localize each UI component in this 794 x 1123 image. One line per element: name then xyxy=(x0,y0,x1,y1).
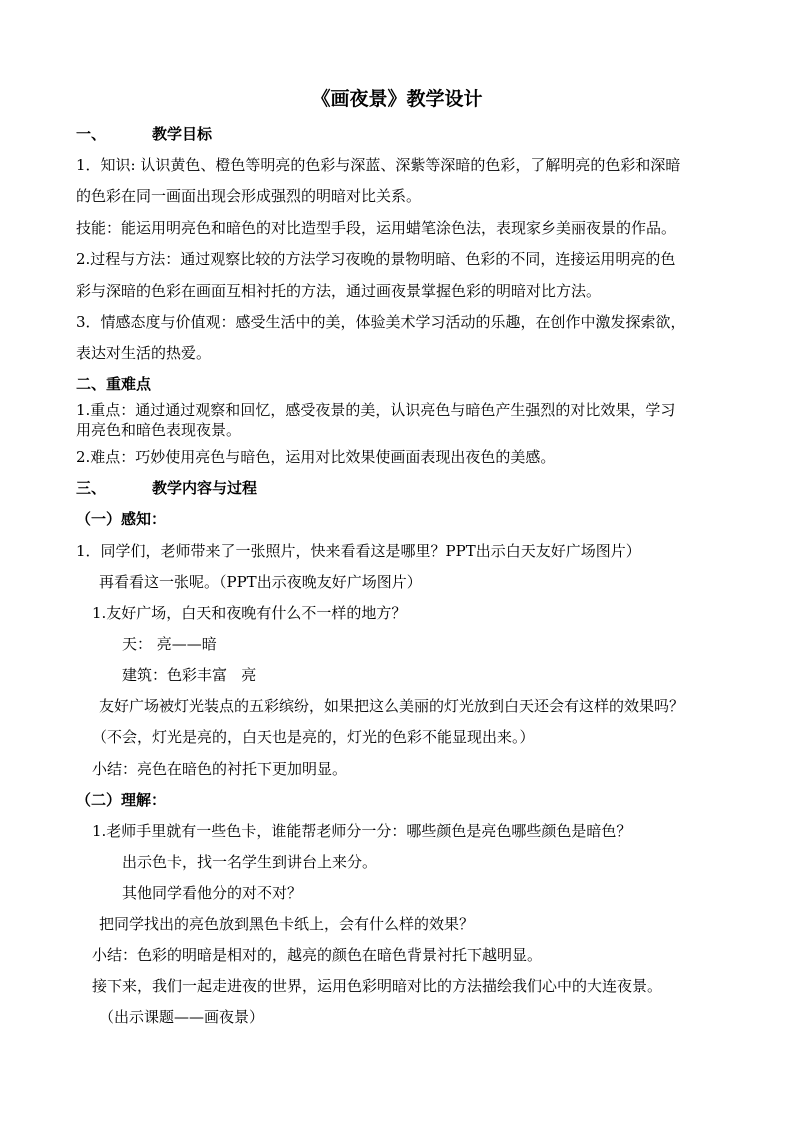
paragraph-line: 1．同学们，老师带来了一张照片，快来看看这是哪里？PPT出示白天友好广场图片） xyxy=(76,542,641,560)
paragraph-line: 1．知识: 认识黄色、橙色等明亮的色彩与深蓝、深紫等深暗的色彩，了解明亮的色彩和深暗 xyxy=(76,156,681,174)
paragraph-line: 用亮色和暗色表现夜景。 xyxy=(76,421,242,439)
paragraph-line: 其他同学看他分的对不对？ xyxy=(122,884,303,902)
section-number: 三、 xyxy=(76,479,107,497)
paragraph-line: 接下来，我们一起走进夜的世界，运用色彩明暗对比的方法描绘我们心中的大连夜景。 xyxy=(92,977,663,995)
paragraph-line: （不会，灯光是亮的，白天也是亮的，灯光的色彩不能显现出来。） xyxy=(92,728,535,746)
paragraph-line: 建筑：色彩丰富 亮 xyxy=(122,666,257,684)
section-heading-objectives xyxy=(76,124,212,144)
paragraph-line: 彩与深暗的色彩在画面互相衬托的方法，通过画夜景掌握色彩的明暗对比方法。 xyxy=(76,282,602,300)
paragraph-line: 再看看这一张呢。（PPT出示夜晚友好广场图片） xyxy=(99,573,422,591)
paragraph-line: 表达对生活的热爱。 xyxy=(76,344,212,362)
paragraph-line: 小结：亮色在暗色的衬托下更加明显。 xyxy=(92,760,348,778)
paragraph-line: 小结：色彩的明暗是相对的，越亮的颜色在暗色背景衬托下越明显。 xyxy=(92,946,543,964)
paragraph-line: （出示课题——画夜景） xyxy=(99,1008,265,1026)
paragraph-line: 1.友好广场，白天和夜晚有什么不一样的地方？ xyxy=(92,604,407,622)
paragraph-line: 2.难点：巧妙使用亮色与暗色，运用对比效果使画面表现出夜色的美感。 xyxy=(76,448,556,466)
paragraph-line: 2.过程与方法：通过观察比较的方法学习夜晚的景物明暗、色彩的不同，连接运用明亮的色 xyxy=(76,250,676,268)
section-number: 一、 xyxy=(76,125,107,143)
subsection-heading-understand: （二）理解： xyxy=(76,791,167,809)
paragraph-line: 的色彩在同一画面出现会形成强烈的明暗对比关系。 xyxy=(76,187,422,205)
section-heading-keypoints: 二、重难点 xyxy=(76,375,152,393)
paragraph-line: 把同学找出的亮色放到黑色卡纸上，会有什么样的效果？ xyxy=(99,915,475,933)
paragraph-line: 出示色卡，找一名学生到讲台上来分。 xyxy=(122,853,378,871)
subsection-heading-perceive: （一）感知： xyxy=(76,510,167,528)
document-title: 《画夜景》教学设计 xyxy=(311,88,483,110)
paragraph-line: 1.重点：通过通过观察和回忆，感受夜景的美，认识亮色与暗色产生强烈的对比效果，学习 xyxy=(76,401,676,419)
paragraph-line: 3．情感态度与价值观：感受生活中的美，体验美术学习活动的乐趣，在创作中激发探索欲， xyxy=(76,313,686,331)
paragraph-line: 技能：能运用明亮色和暗色的对比造型手段，运用蜡笔涂色法，表现家乡美丽夜景的作品。 xyxy=(76,219,677,237)
paragraph-line: 天： 亮——暗 xyxy=(122,635,217,653)
section-label: 教学目标 xyxy=(152,125,213,143)
section-heading-process xyxy=(76,478,257,498)
paragraph-line: 1.老师手里就有一些色卡，谁能帮老师分一分：哪些颜色是亮色哪些颜色是暗色？ xyxy=(92,822,632,840)
section-label: 教学内容与过程 xyxy=(152,479,258,497)
paragraph-line: 友好广场被灯光装点的五彩缤纷，如果把这么美丽的灯光放到白天还会有这样的效果吗？ xyxy=(99,697,685,715)
